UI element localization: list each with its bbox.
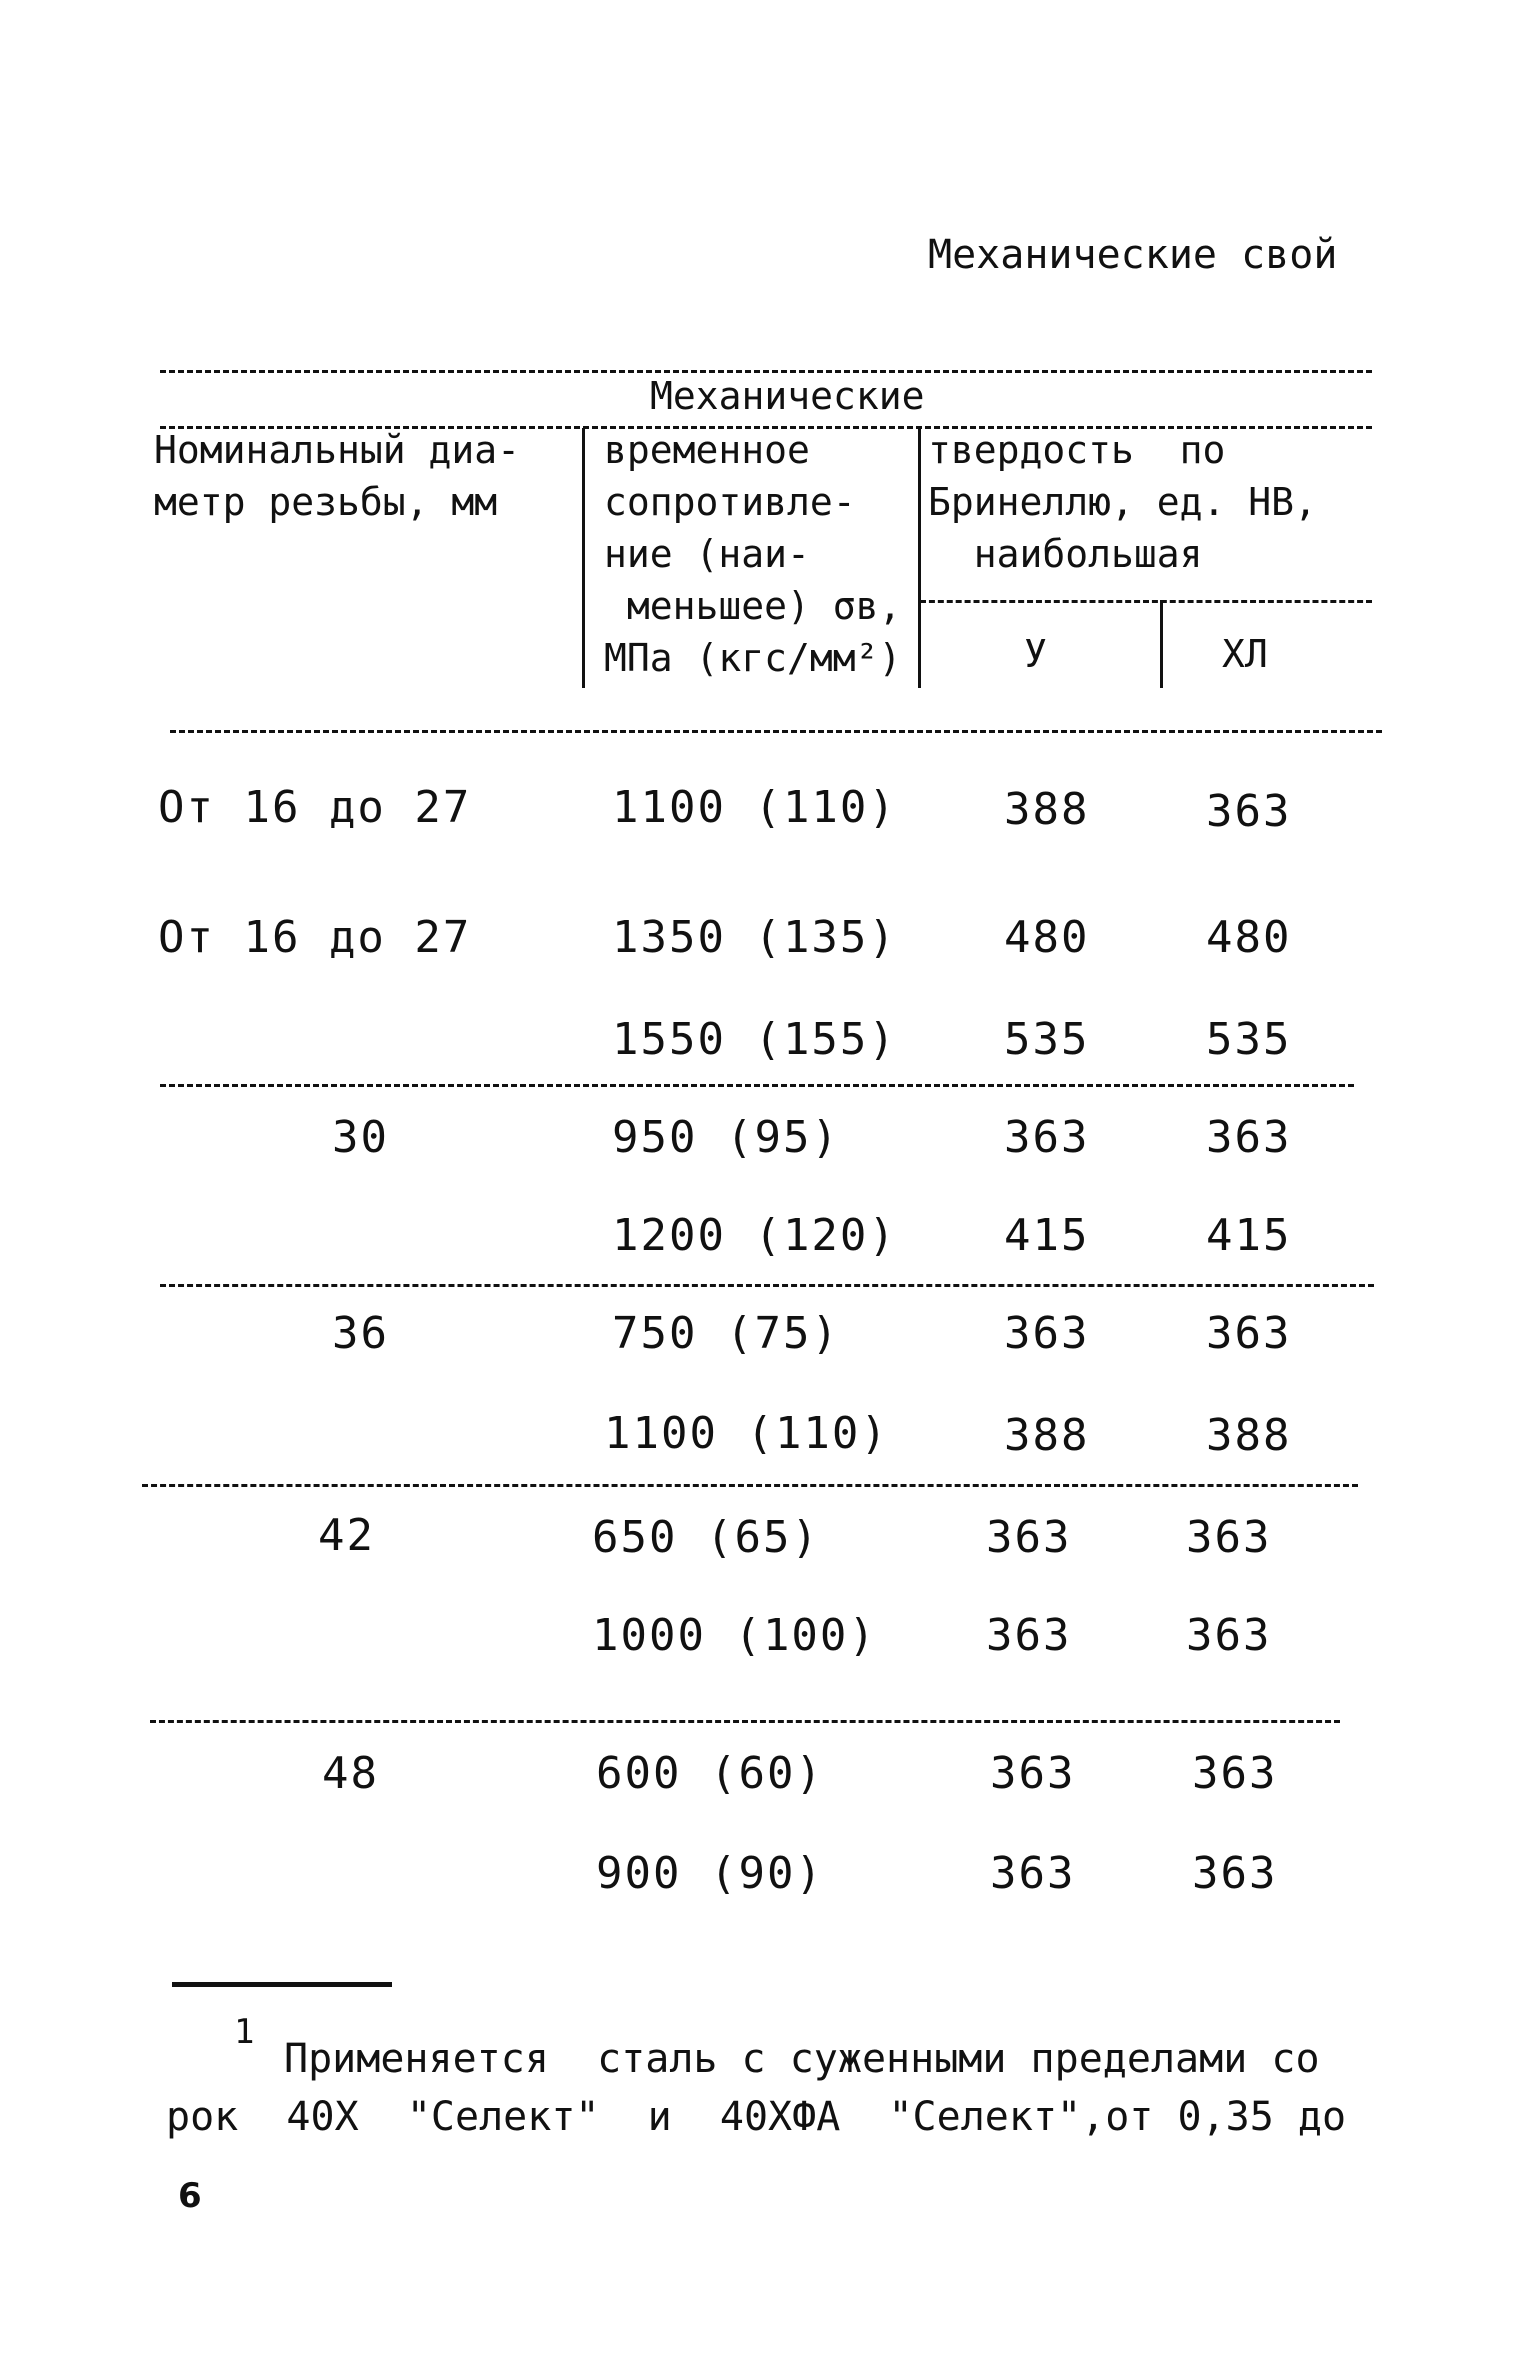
header-divider-1 xyxy=(582,428,585,688)
footnote-rule xyxy=(172,1982,392,1987)
table-row-strength: 900 (90) xyxy=(596,1848,824,1899)
table-row-hardness-u: 388 xyxy=(1004,784,1090,835)
header-hardness: твердость по Бринеллю, ед. НВ, наибольшая xyxy=(928,428,1317,576)
page-number: 6 xyxy=(178,2176,202,2216)
table-row-strength: 950 (95) xyxy=(612,1112,840,1163)
table-row-diameter: 36 xyxy=(332,1308,389,1359)
table-row-diameter: От 16 до 27 xyxy=(158,782,472,833)
table-row-hardness-u: 363 xyxy=(1004,1308,1090,1359)
header-group-title: Механические xyxy=(650,374,925,418)
table-row-diameter: 42 xyxy=(318,1510,375,1561)
header-rule-bottom xyxy=(170,730,1382,733)
header-sub-hl: ХЛ xyxy=(1222,632,1268,676)
header-rule-sub xyxy=(920,600,1372,603)
header-divider-2 xyxy=(918,428,921,688)
row-group-rule xyxy=(160,1084,1354,1087)
table-row-hardness-hl: 363 xyxy=(1206,786,1292,837)
table-row-hardness-u: 363 xyxy=(1004,1112,1090,1163)
row-group-rule xyxy=(142,1484,1358,1487)
footnote-marker: 1 xyxy=(234,2012,255,2052)
table-row-hardness-hl: 415 xyxy=(1206,1210,1292,1261)
row-group-rule xyxy=(150,1720,1340,1723)
table-row-hardness-u: 363 xyxy=(986,1512,1072,1563)
table-row-strength: 1350 (135) xyxy=(612,912,897,963)
table-row-hardness-u: 415 xyxy=(1004,1210,1090,1261)
table-row-hardness-hl: 363 xyxy=(1192,1848,1278,1899)
table-row-strength: 1100 (110) xyxy=(612,782,897,833)
table-row-hardness-hl: 363 xyxy=(1186,1610,1272,1661)
footnote-line-1: Применяется сталь с суженными пределами со xyxy=(284,2036,1320,2082)
table-row-hardness-hl: 363 xyxy=(1206,1308,1292,1359)
table-row-strength: 1200 (120) xyxy=(612,1210,897,1261)
header-strength: временное сопротивле- ние (наи- меньшее) σв, МПа (кгс/мм²) xyxy=(604,428,902,680)
table-row-strength: 1100 (110) xyxy=(604,1408,889,1459)
table-row-hardness-hl: 388 xyxy=(1206,1410,1292,1461)
table-row-hardness-hl: 535 xyxy=(1206,1014,1292,1065)
footnote-line-2: рок 40Х "Селект" и 40ХФА "Селект",от 0,35 до xyxy=(166,2094,1347,2140)
table-row-hardness-hl: 363 xyxy=(1206,1112,1292,1163)
table-row-hardness-u: 388 xyxy=(1004,1410,1090,1461)
table-row-strength: 1000 (100) xyxy=(592,1610,877,1661)
table-row-hardness-hl: 363 xyxy=(1186,1512,1272,1563)
table-row-hardness-u: 535 xyxy=(1004,1014,1090,1065)
table-row-strength: 750 (75) xyxy=(612,1308,840,1359)
table-row-hardness-u: 363 xyxy=(986,1610,1072,1661)
table-row-diameter: 30 xyxy=(332,1112,389,1163)
table-row-diameter: 48 xyxy=(322,1748,379,1799)
table-row-hardness-u: 480 xyxy=(1004,912,1090,963)
table-row-strength: 650 (65) xyxy=(592,1512,820,1563)
header-sub-u: У xyxy=(1024,632,1047,676)
table-row-hardness-u: 363 xyxy=(990,1748,1076,1799)
table-row-hardness-hl: 480 xyxy=(1206,912,1292,963)
table-row-hardness-hl: 363 xyxy=(1192,1748,1278,1799)
header-divider-3 xyxy=(1160,600,1163,688)
row-group-rule xyxy=(160,1284,1374,1287)
header-diameter: Номинальный диа- метр резьбы, мм xyxy=(154,428,521,524)
table-row-hardness-u: 363 xyxy=(990,1848,1076,1899)
table-row-strength: 1550 (155) xyxy=(612,1014,897,1065)
table-row-diameter: От 16 до 27 xyxy=(158,912,472,963)
page-title: Механические свой xyxy=(928,232,1338,278)
table-row-strength: 600 (60) xyxy=(596,1748,824,1799)
